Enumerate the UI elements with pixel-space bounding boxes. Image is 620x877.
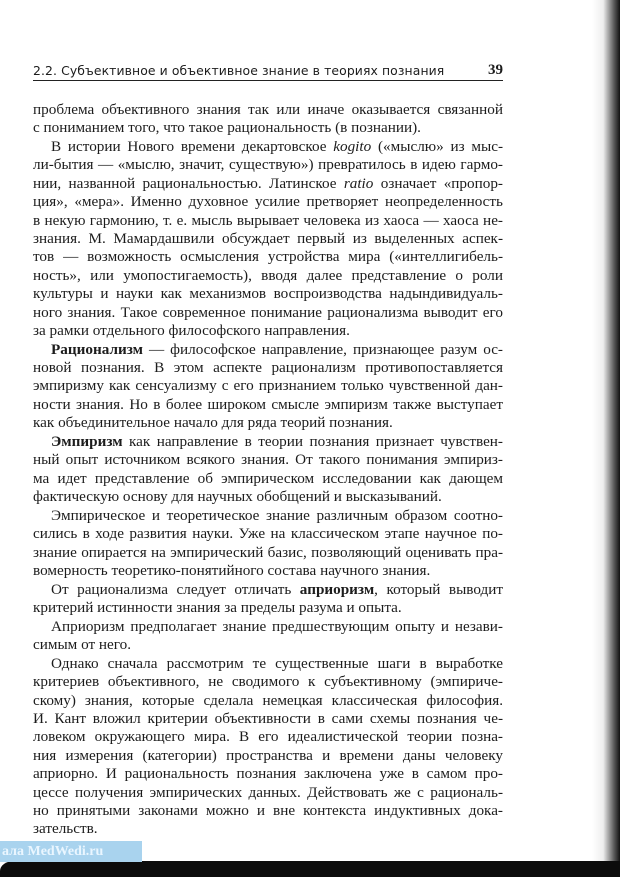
text-line: [33, 599, 503, 617]
text-line: [33, 322, 503, 340]
text-segment: Эмпирическое и теоретическое знание различным образом соотно-: [51, 506, 503, 524]
paragraph: [33, 433, 503, 507]
scan-edge-shadow: [592, 0, 620, 877]
text-line: [33, 359, 503, 377]
text-line: [33, 175, 503, 193]
text-segment: новой познания. В этом аспекте рационализм противопоставляется: [33, 359, 503, 377]
text-segment: ция», «мера». Именно духовное усилие претворяет неопределенность: [33, 193, 503, 211]
running-header: [33, 62, 503, 81]
text-segment: фактическую основу для научных обобщений и высказываний.: [33, 488, 442, 506]
bold-term: Эмпиризм: [51, 432, 123, 450]
text-segment: , который выводит: [374, 580, 504, 598]
text-line: [33, 470, 503, 488]
text-segment: знания. М. Мамардашвили обсуждает первый из выделенных аспек-: [33, 230, 503, 248]
text-line: [33, 248, 503, 266]
text-line: [33, 304, 503, 322]
text-segment: ма идет представление об эмпирическом исследовании как дающем: [33, 469, 503, 487]
text-line: [33, 212, 503, 230]
text-line: [33, 655, 503, 673]
text-line: [33, 433, 503, 451]
text-line: [33, 138, 503, 156]
text-segment: априорно. И рациональность познания заключена уже в самом про-: [33, 765, 503, 783]
text-segment: ность», или умопостигаемость), вводя далее представление о роли: [33, 266, 503, 284]
text-line: [33, 618, 503, 636]
paragraph: [33, 138, 503, 340]
text-segment: как объединительное начало для ряда теорий познания.: [33, 414, 393, 432]
text-segment: В истории Нового времени декартовское: [51, 138, 334, 156]
text-segment: проблема объективного знания так или иначе оказывается связанной: [33, 101, 503, 118]
text-segment: И. Кант вложил критерии объективности в сами схемы познания че-: [33, 709, 503, 727]
text-line: [33, 377, 503, 395]
text-segment: знание опирается на эмпирический базис, позволяющий оценивать пра-: [33, 543, 503, 561]
italic-term: ratio: [343, 174, 374, 192]
text-segment: культуры и науки как механизмов воспроизводства надындивидуаль-: [33, 285, 503, 303]
text-line: [33, 784, 503, 802]
bold-term: Рационализм: [51, 340, 143, 358]
text-segment: означает «пропор-: [373, 174, 503, 192]
paragraph: [33, 618, 503, 655]
text-line: [33, 396, 503, 414]
paragraph: [33, 581, 503, 618]
text-line: [33, 230, 503, 248]
paragraph: [33, 101, 503, 138]
text-line: [33, 765, 503, 783]
text-segment: критериев объективного, не сводимого к субъективному (эмпириче-: [33, 673, 503, 691]
text-line: [33, 710, 503, 728]
paragraph: [33, 341, 503, 433]
text-line: [33, 728, 503, 746]
text-segment: ности знания. Но в более широком смысле эмпиризм также выступает: [33, 395, 503, 413]
watermark: ала MedWedi.ru: [0, 841, 142, 862]
text-line: [33, 820, 503, 838]
text-segment: но принятыми законами можно и вне контекста индуктивных дока-: [33, 801, 503, 819]
text-line: [33, 156, 503, 174]
page-body-text: [33, 101, 503, 839]
text-segment: с пониманием того, что такое рациональность (в познании).: [33, 119, 421, 137]
text-segment: От рационализма следует отличать: [51, 580, 300, 598]
text-segment: эмпиризму как сенсуализму с его признанием только чувственной дан-: [33, 377, 503, 395]
text-line: [33, 285, 503, 303]
paragraph: [33, 507, 503, 581]
text-segment: нии, названной рациональностью. Латинское: [33, 174, 344, 192]
text-line: [33, 562, 503, 580]
text-segment: как направление в теории познания признает чувствен-: [122, 432, 503, 450]
text-segment: ного знания. Такое современное понимание рационализма выводит его: [33, 303, 503, 321]
italic-term: kogito: [333, 138, 372, 156]
text-segment: критерий истинности знания за пределы разума и опыта.: [33, 599, 402, 617]
text-line: [33, 507, 503, 525]
text-line: [33, 267, 503, 285]
text-segment: ния измерения (категории) пространства и времени даны человеку: [33, 746, 503, 764]
text-line: [33, 544, 503, 562]
text-line: [33, 581, 503, 599]
scan-bottom-edge: [0, 861, 620, 877]
text-line: [33, 692, 503, 710]
running-header-title: 2.2. Субъективное и объективное знание в теориях познания: [33, 63, 445, 78]
text-line: [33, 451, 503, 469]
text-segment: вомерность теоретико-понятийного состава научного знания.: [33, 561, 431, 579]
text-segment: («мыслю» из мыс-: [371, 138, 503, 156]
paragraph: [33, 655, 503, 839]
text-line: [33, 525, 503, 543]
text-segment: ный опыт источником всякого знания. От такого понимания эмпириз-: [33, 451, 503, 469]
text-segment: цессе получения эмпирических данных. Действовать же с рациональ-: [33, 783, 503, 801]
text-segment: — философское направление, признающее разум ос-: [142, 340, 503, 358]
text-segment: ли-бытия — «мыслю, значит, существую») превратилось в идею гармо-: [33, 156, 503, 174]
text-line: [33, 414, 503, 432]
text-line: [33, 341, 503, 359]
text-segment: за рамки отдельного философского направления.: [33, 321, 350, 339]
text-segment: симым от него.: [33, 636, 132, 654]
text-segment: ловеком окружающего мира. В его идеалистической теории позна-: [33, 728, 503, 746]
text-segment: сились в ходе развития науки. Уже на классическом этапе научное по-: [33, 525, 503, 543]
bold-term: априоризм: [299, 580, 375, 598]
text-line: [33, 673, 503, 691]
text-segment: в некую гармонию, т. е. мысль вырывает человека из хаоса — хаоса не-: [33, 211, 503, 229]
text-line: [33, 636, 503, 654]
text-segment: зательств.: [33, 820, 98, 838]
text-segment: тов — возможность осмысления устройства мира («интеллигибель-: [33, 248, 503, 266]
text-line: [33, 119, 503, 137]
text-line: [33, 802, 503, 820]
text-line: [33, 193, 503, 211]
text-line: [33, 747, 503, 765]
text-line: [33, 101, 503, 119]
text-line: [33, 488, 503, 506]
text-segment: скому) знания, которые сделала немецкая классическая философия.: [33, 691, 503, 709]
text-segment: Однако сначала рассмотрим те существенные шаги в выработке: [51, 654, 503, 672]
text-segment: Априоризм предполагает знание предшествующим опыту и незави-: [51, 617, 503, 635]
page-number: 39: [488, 62, 503, 78]
